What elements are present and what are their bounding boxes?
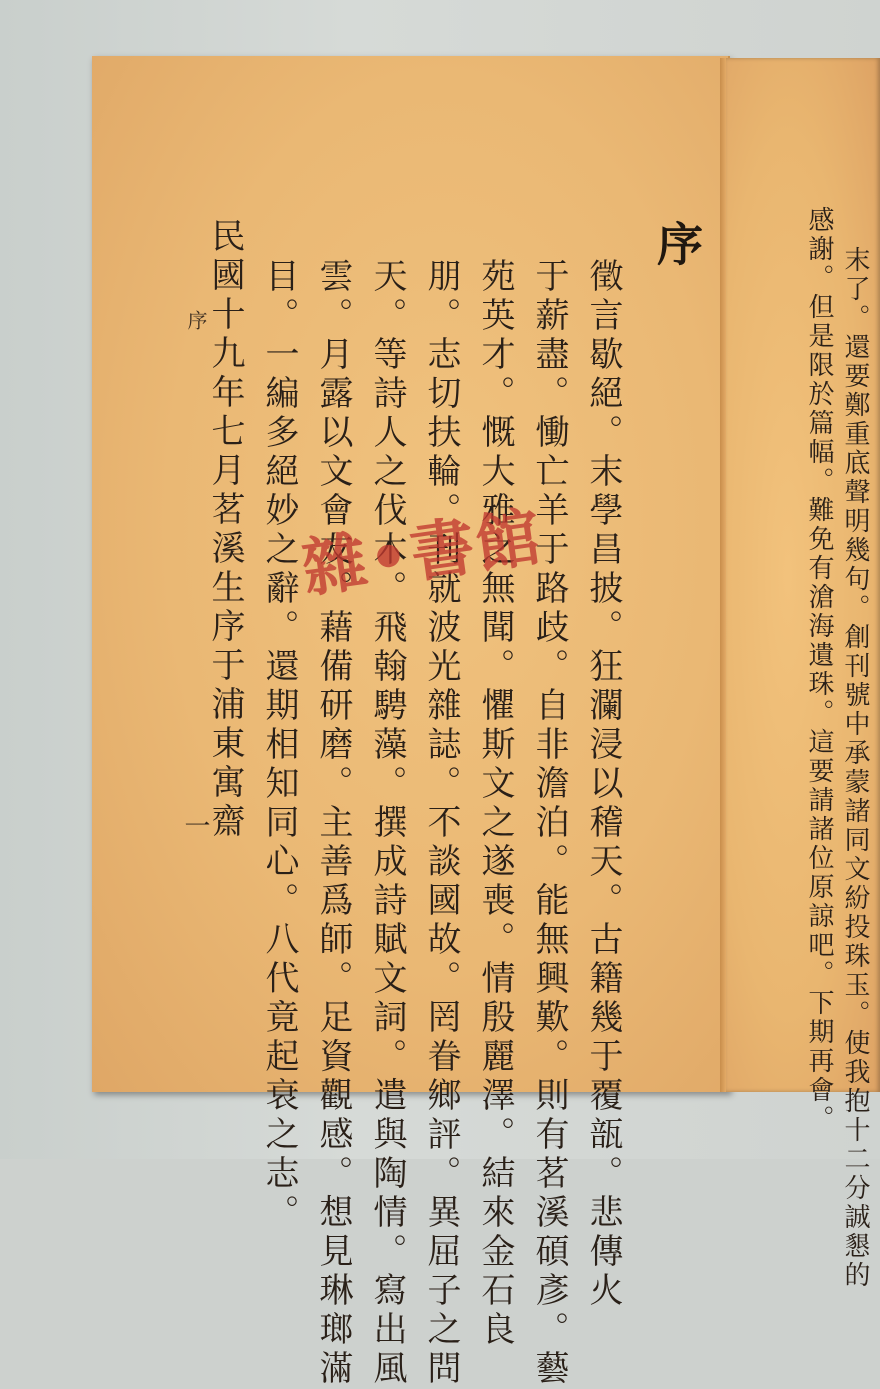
preface-column-6: 雲。月露以文會友。藉備研磨。主善爲師。足資觀感。想見琳瑯滿	[313, 258, 353, 1389]
right-page-column-1: 末了。還要鄭重底聲明幾句。創刊號中承蒙諸同文紛投珠玉。使我抱十二分誠懇的	[840, 246, 870, 1290]
library-stamp-watermark: 雜•書館	[297, 499, 547, 608]
running-head: 序	[184, 310, 208, 330]
preface-column-3: 苑英才。慨大雅之無聞。懼斯文之遂喪。情殷麗澤。結來金石良	[475, 258, 515, 1350]
preface-title: 序	[650, 220, 704, 266]
preface-column-1: 徵言歇絕。末學昌披。狂瀾浸以稽天。古籍幾于覆瓿。悲傳火	[583, 258, 623, 1311]
preface-column-4: 朋。志切扶輪。刊就波光雜誌。不談國故。罔眷鄉評。異屈子之問	[421, 258, 461, 1389]
preface-column-7: 目。一編多絕妙之辭。還期相知同心。八代竟起衰之志。	[259, 258, 299, 1233]
preface-signature: 民國十九年七月茗溪生序于浦東寓齋	[205, 218, 245, 842]
right-page-column-2: 感謝。但是限於篇幅。難免有滄海遺珠。這要請諸位原諒吧。下期再會。	[804, 206, 834, 1134]
page-number: 一	[180, 812, 210, 838]
preface-column-2: 于薪盡。慟亡羊于路歧。自非澹泊。能無興歎。則有茗溪碩彥。藝	[529, 258, 569, 1389]
preface-column-5: 天。等詩人之伐木。飛翰騁藻。撰成詩賦文詞。遣與陶情。寫出風	[367, 258, 407, 1389]
